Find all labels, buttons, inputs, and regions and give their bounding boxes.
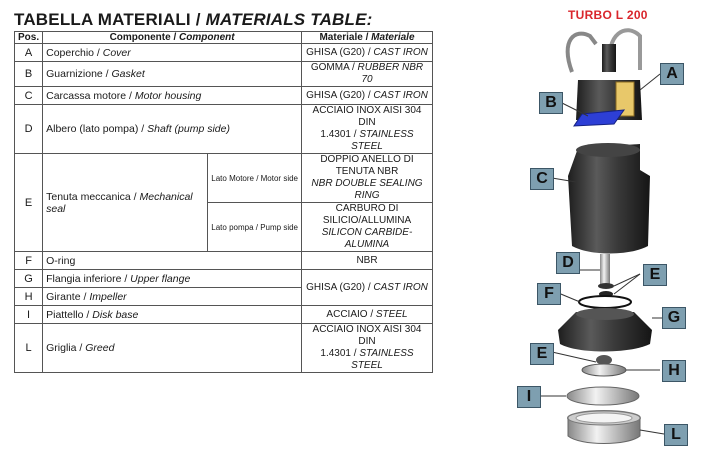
component-cell: Girante / Impeller — [43, 288, 302, 306]
callout-e-impeller: E — [530, 343, 554, 365]
material-cell: NBR — [302, 252, 433, 270]
pos-cell: C — [15, 87, 43, 105]
material-cell: CARBURO DI SILICIO/ALLUMINA SILICON CARBIDE-ALUMINA — [302, 203, 433, 252]
material-cell: ACCIAIO / STEEL — [302, 306, 433, 324]
lower-flange-part — [558, 308, 652, 352]
material-cell: GHISA (G20) / CAST IRON — [302, 87, 433, 105]
pos-cell: A — [15, 44, 43, 62]
component-cell: Guarnizione / Gasket — [43, 62, 302, 87]
callout-l: L — [664, 424, 688, 446]
callout-h: H — [662, 360, 686, 382]
pos-cell: G — [15, 270, 43, 288]
callout-d: D — [556, 252, 580, 274]
grid-part — [568, 411, 640, 444]
component-cell: Albero (lato pompa) / Shaft (pump side) — [43, 105, 302, 154]
seal-parts-upper — [598, 283, 614, 297]
pos-cell: H — [15, 288, 43, 306]
component-cell: Piattello / Disk base — [43, 306, 302, 324]
shaft-part — [600, 254, 610, 284]
material-cell: ACCIAIO INOX AISI 304 DIN 1.4301 / STAINLESS STEEL — [302, 324, 433, 373]
component-cell: Griglia / Greed — [43, 324, 302, 373]
component-cell: Flangia inferiore / Upper flange — [43, 270, 302, 288]
disk-base-part — [567, 387, 639, 405]
pos-cell: L — [15, 324, 43, 373]
callout-f: F — [537, 283, 561, 305]
page-title: TABELLA MATERIALI / MATERIALS TABLE: — [14, 10, 373, 29]
callout-a: A — [660, 63, 684, 85]
callout-g: G — [662, 307, 686, 329]
component-cell: Tenuta meccanica / Mechanical seal — [43, 154, 208, 252]
pos-cell: D — [15, 105, 43, 154]
motor-housing-part — [568, 143, 650, 254]
pos-cell: E — [15, 154, 43, 252]
material-cell: GHISA (G20) / CAST IRON — [302, 44, 433, 62]
callout-b: B — [539, 92, 563, 114]
component-cell: O-ring — [43, 252, 302, 270]
material-cell: GHISA (G20) / CAST IRON — [302, 270, 433, 306]
callout-i: I — [517, 386, 541, 408]
o-ring-part — [579, 296, 631, 308]
callout-e-seal: E — [643, 264, 667, 286]
material-cell: DOPPIO ANELLO DI TENUTA NBR NBR DOUBLE SEALING RING — [302, 154, 433, 203]
component-cell: Carcassa motore / Motor housing — [43, 87, 302, 105]
pos-cell: I — [15, 306, 43, 324]
impeller-part — [582, 355, 626, 376]
callout-c: C — [530, 168, 554, 190]
pos-header: Pos. — [15, 32, 43, 44]
seal-side-pump: Lato pompa / Pump side — [208, 203, 302, 252]
pos-cell: F — [15, 252, 43, 270]
model-name: TURBO L 200 — [568, 8, 648, 22]
material-cell: GOMMA / RUBBER NBR 70 — [302, 62, 433, 87]
pos-cell: B — [15, 62, 43, 87]
material-header: Materiale / Materiale — [302, 32, 433, 44]
cover-part — [568, 30, 642, 120]
component-header: Componente / Component — [43, 32, 302, 44]
component-cell: Coperchio / Cover — [43, 44, 302, 62]
seal-side-motor: Lato Motore / Motor side — [208, 154, 302, 203]
material-cell: ACCIAIO INOX AISI 304 DIN 1.4301 / STAINLESS STEEL — [302, 105, 433, 154]
